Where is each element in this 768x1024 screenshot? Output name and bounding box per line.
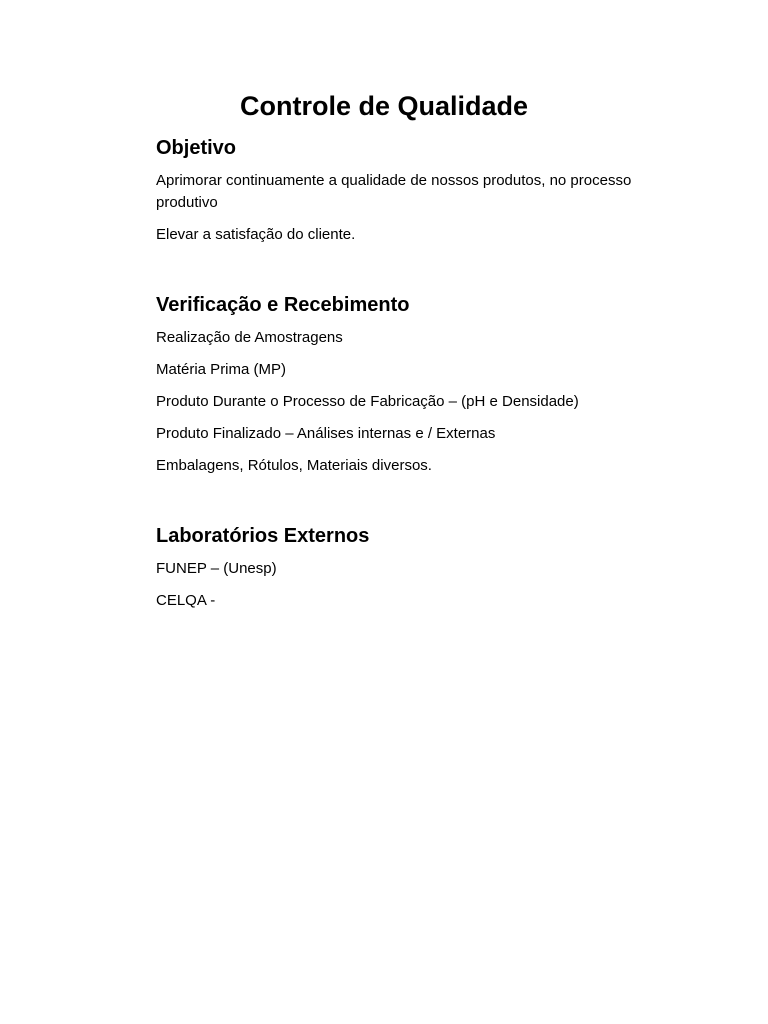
paragraph: Aprimorar continuamente a qualidade de nossos produtos, no processo produtivo [156,172,632,211]
paragraph: FUNEP – (Unesp) [156,560,277,577]
paragraph: CELQA - [156,592,216,609]
paragraph: Realização de Amostragens [156,329,343,346]
section-heading-laboratorios-externos: Laboratórios Externos [156,525,370,547]
paragraph: Embalagens, Rótulos, Materiais diversos. [156,457,432,474]
paragraph: Produto Durante o Processo de Fabricação – (pH e Densidade) [156,393,579,410]
paragraph: Matéria Prima (MP) [156,361,287,378]
section-verificacao-recebimento [156,291,636,487]
section-heading-objetivo: Objetivo [156,137,237,159]
paragraph: Elevar a satisfação do cliente. [156,226,356,243]
section-objetivo [156,134,636,256]
section-laboratorios-externos [156,522,636,622]
document-title: Controle de Qualidade [239,91,529,121]
section-heading-verificacao-recebimento: Verificação e Recebimento [156,294,410,316]
paragraph: Produto Finalizado – Análises internas e / Externas [156,425,496,442]
